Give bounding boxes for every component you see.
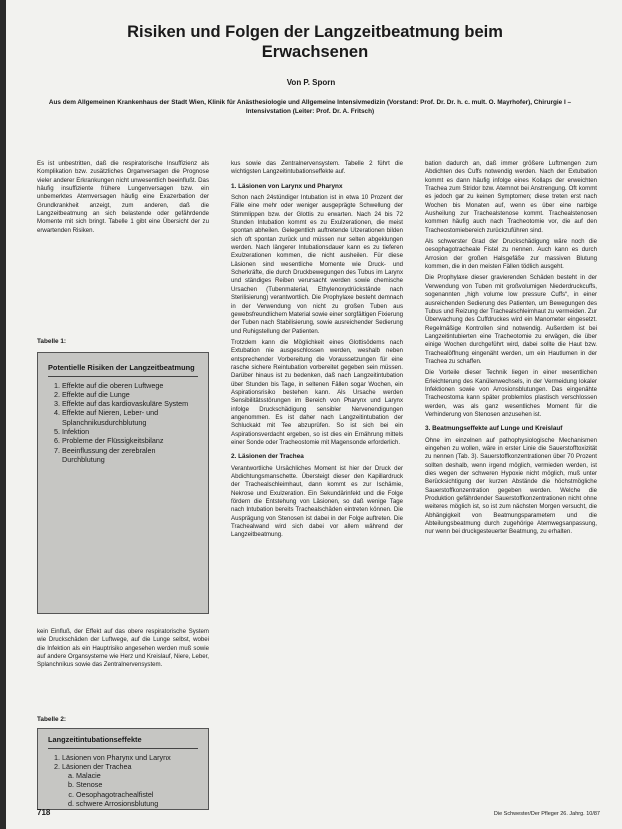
column-2 bbox=[231, 160, 403, 543]
list-item: 5. Infektion bbox=[62, 427, 198, 436]
table-2-heading: Langzeitintubationseffekte bbox=[48, 735, 198, 749]
paragraph: Es ist unbestritten, daß die respiratorische Insuffizienz als Komplikation bzw. zusätzliches Organversagen die Prognose vieler anderer Erkrankungen nicht unwesentlich beeinflußt. Das häufig insuffiziente frühere Lungenversagen bzw. ein unbemerktes Atemversagen häufig eine Exazerbation der Grundkrankheit anzeigt, zum anderen, daß die Langzeitbeatmung an sich belastende oder gefährdende Momente mit sich bringt. Tabelle 1 gibt eine Übersicht der zu erwartenden Risiken. bbox=[37, 160, 209, 234]
sublist-item: d. schwere Arrosionsblutung bbox=[76, 799, 198, 808]
table-1-heading: Potentielle Risiken der Langzeitbeatmung bbox=[48, 363, 198, 377]
list-item-label: Läsionen der Trachea bbox=[62, 761, 132, 771]
section-heading: 3. Beatmungseffekte auf Lunge und Kreislauf bbox=[425, 425, 563, 433]
paragraph: Die Prophylaxe dieser gravierenden Schäden besteht in der Verwendung von Tuben mit großvolumigen Niederdruckcuffs, sogenannten „high volume low pressure Cuffs“, in einer ausreichenden Sedierung des Patienten, um Bewegungen des Tubus und Reizung der Trachealschleimhaut zu vermeiden. Zur Überwachung des Cuffdruckes wird ein Manometer eingesetzt. Regelmäßige Kontrollen sind notwendig. Außerdem ist bei Langzeitintubierten eine Tracheotomie zu erwägen, die über einige Wochen durchgeführt wird, dabei sollte die Haut bzw. Trachealöffnung eingenäht werden, um ein Hautlumen in der Trachea zu schaffen. bbox=[425, 274, 597, 365]
table-1-list bbox=[48, 381, 198, 465]
column-1 bbox=[37, 160, 209, 238]
section-heading: 1. Läsionen von Larynx und Pharynx bbox=[231, 182, 343, 190]
column-3 bbox=[425, 160, 597, 540]
author-line: Von P. Sporn bbox=[286, 78, 336, 87]
list-item: 2. Effekte auf die Lunge bbox=[62, 390, 198, 399]
list-item: 6. Probleme der Flüssigkeitsbilanz bbox=[62, 436, 198, 445]
paragraph: Trotzdem kann die Möglichkeit eines Glottisödems nach Extubation nie ausgeschlossen werden, weshalb neben entsprechender Vorbereitung die Voraussetzungen für eine rasche sichere Reintubation vorbereitet gegeben sein müssen. Darüber hinaus ist zu bedenken, daß nach Langzeitintubation über Stunden bis Tage, in seltenen Fällen sogar Wochen, ein Aspirationsrisiko bestehen kann. Als Ursache werden Sensibilitätsstörungen im Bereich von Pharynx und Larynx infolge Druckschädigung sensibler Nervenendigungen angenommen. Es ist daher nach Langzeitintubation der Schluckakt mit Tee abzuprüfen. So ist sich bei ein Aspirationsverdacht ergeben, so ist dies ein Ernährung mittels einer Sonde oder Tracheostomie mit Magensonde erforderlich. bbox=[231, 338, 403, 446]
paragraph: Die Vorteile dieser Technik liegen in einer wesentlichen Erleichterung des Kanülenwechsels, in der Vermeidung lokaler Infektionen sowie von Arrosionsblutungen. Das eingenähte Tracheostoma kann später problemlos plastisch verschlossen werden, was als ganz wesentliches Moment für die Verhinderung von Stenosen anzusehen ist. bbox=[425, 369, 597, 418]
table-1-box bbox=[37, 352, 209, 614]
sublist-item: b. Stenose bbox=[76, 780, 198, 789]
paragraph: kus sowie das Zentralnervensystem. Tabelle 2 führt die wichtigsten Langzeitintubationseffekte auf. bbox=[231, 160, 403, 176]
journal-footer: Die Schwester/Der Pfleger 26. Jahrg. 10/87 bbox=[493, 811, 600, 817]
list-item: 4. Effekte auf Nieren, Leber- und Splanchnikusdurchblutung bbox=[62, 408, 198, 427]
list-item: 1. Effekte auf die oberen Luftwege bbox=[62, 381, 198, 390]
paragraph: Ohne im einzelnen auf pathophysiologische Mechanismen eingehen zu wollen, wäre in erster Linie die Sauerstofftoxizität zu nennen (Tab. 3). Sauerstoffkonzentrationen über 70 Prozent sollten deshalb, wenn irgend möglich, vermieden werden, ist dies wegen der schweren Hypoxie nicht möglich, muß unter Berücksichtigung der kurzen Abstände die höchstmögliche Sauerstoffkonzentration gegeben werden. Welche die Produktion gefährdender Sauerstoffkonzentrationen nicht ohne weiteres möglich ist, so ist zum nächsten Morgen versucht, die Abhängigkeit von Beatmungsparametern und die Abteilungsbeatmung durch zugehörige Atemwegsanpassung, nur wenn bei druckgesteuerter Beatmung, zu erhalten. bbox=[425, 436, 597, 536]
article-title: Risiken und Folgen der Langzeitbeatmung beim Erwachsenen bbox=[127, 23, 503, 61]
paragraph: Als schwerster Grad der Druckschädigung wäre noch die oesophagotracheale Fistel zu nennen. Auch kann es durch Arrosion der großen Halsgefäße zur massiven Blutung kommen, die in den meisten Fällen tödlich ausgeht. bbox=[425, 238, 597, 271]
sublist-item: c. Oesophagotrachealfistel bbox=[76, 790, 198, 799]
section-heading: 2. Läsionen der Trachea bbox=[231, 453, 304, 461]
sublist-item: a. Malacie bbox=[76, 771, 198, 780]
paragraph: Verantwortliche Ursächliches Moment ist hier der Druck der Abdichtungsmanschette. Übersteigt dieser den Kapillardruck der Trachealschleimhaut, dann kommt es zur Ischämie, Nekrose und Exulzeration. Ein Sekundärinfekt und die Folge fördern die Entstehung von Läsionen, so daß wenige Tage nach Intubation bereits Trachealschäden eintreten können. Die Ausprägung von Stenosen ist dabei in der Folge auftreten. Die Trachealwand wird sich dabei vor allem während der Langzeitbeatmung. bbox=[231, 464, 403, 539]
table-2-list bbox=[48, 753, 198, 809]
list-item: 7. Beeinflussung der zerebralen Durchblutung bbox=[62, 446, 198, 465]
list-item: 1. Läsionen von Pharynx und Larynx bbox=[62, 753, 198, 762]
paragraph: bation dadurch an, daß immer größere Luftmengen zum Abdichten des Cuffs notwendig werden. Nach der Extubation kommt es dann häufig infolge eines Kollaps der erweichten Trachea zum Stridor bzw. Atemnot bei Anstrengung. Oft kommt es jedoch gar zu keinen Symptomen; diese treten erst nach Wochen bis Monaten auf, wenn es über eine narbige Ausheilung zur Trachealstenose kommt. Trachealstenosen kommen häufig auch nach Tracheotomie vor, die auf den Tracheostomiebereich zurückzuführen sind. bbox=[425, 160, 597, 234]
list-item: 3. Effekte auf das kardiovaskuläre System bbox=[62, 399, 198, 408]
scan-edge bbox=[0, 0, 6, 829]
table-2-sublist bbox=[62, 771, 198, 808]
table-2-label: Tabelle 2: bbox=[37, 716, 67, 723]
affiliation: Aus dem Allgemeinen Krankenhaus der Stadt Wien, Klinik für Anästhesiologie und Allgemeine Intensivmedizin (Vorstand: Prof. Dr. Dr. h. c. mult. O. Mayrhofer), Chirurgie I – Intensivstation (Leiter: Prof. Dr. A. Fritsch) bbox=[48, 99, 572, 115]
column-1-continuation: kein Einfluß, der Effekt auf das obere respiratorische System wie Druckschäden der Luftwege, auf die Lunge selbst, wobei die Infektion als ein Hauptrisiko angesehen werden muß sowie auf andere Organsysteme wie Herz und Kreislauf, Niere, Leber, Splanchnikus sowie das Zentralnervensystem. bbox=[37, 628, 209, 669]
table-2-box bbox=[37, 728, 209, 810]
table-1-label: Tabelle 1: bbox=[37, 338, 67, 345]
page-number: 718 bbox=[37, 808, 51, 817]
paragraph: Schon nach 24stündiger Intubation ist in etwa 10 Prozent der Fälle eine mehr oder weniger ausgeprägte Schwellung der Stimmlippen bzw. der Glottis zu erwarten. Nach 24 bis 72 Stunden Intubation kommt es zu Exulzerationen, die meist spontan abheilen. Gelegentlich auftretende Ulzerationen bilden sich oft spontan zurück und müssen nur selten abgeklungen werden. Nach längerer Intubationsdauer kann es zu tieferen Exulzerationen kommen, die nicht ausheilen. Für diese Läsionen sind wesentliche Momente wie Druck- und Scherkräfte, die durch Druckbewegungen des Tubus im Larynx und ständiges Reiben verursacht werden sowie chemische Ursachen (Tubenmaterial, Ethylenoxydrückstände nach Sterilisierung) verantwortlich. Die Prophylaxe besteht demnach in der Verwendung von nicht zu großen Tuben aus gewebsfreundlichem Material sowie einer sorgfältigen Fixierung der Tuben nach Stabilisierung, sowie ausreichender Sedierung und Ruhigstellung der Patienten. bbox=[231, 194, 403, 335]
list-item bbox=[62, 762, 198, 808]
